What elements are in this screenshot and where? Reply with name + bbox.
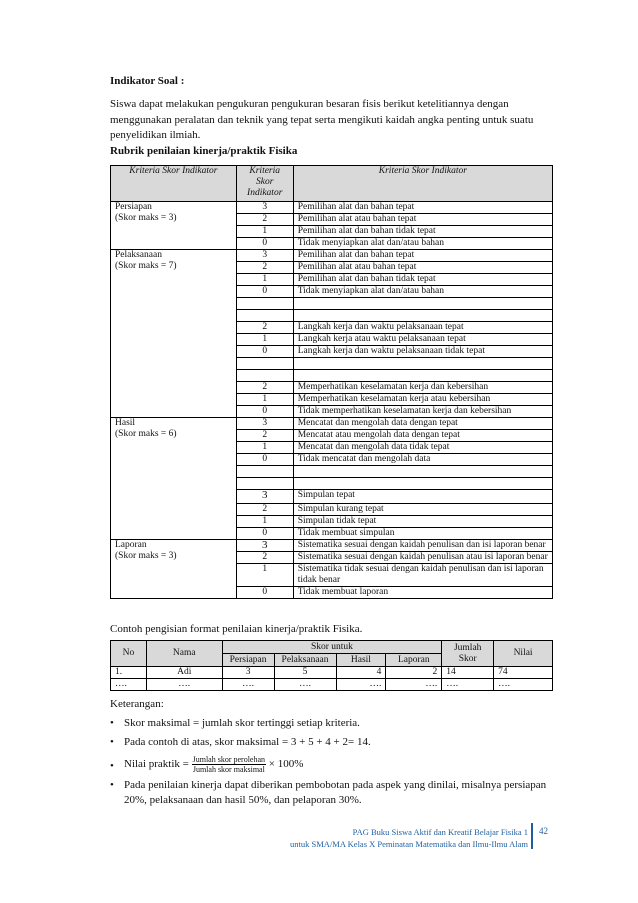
score-cell: 2 xyxy=(236,322,293,334)
cell-pelaksanaan: …. xyxy=(274,679,336,691)
keterangan-heading: Keterangan: xyxy=(110,698,164,710)
rubric-header-indicator: Kriteria Skor Indikator xyxy=(293,166,552,202)
score-cell: 0 xyxy=(236,406,293,418)
bullet-icon: • xyxy=(110,736,114,748)
list-item xyxy=(110,716,550,732)
score-cell: 2 xyxy=(236,504,293,516)
indicator-cell: Tidak mencatat dan mengolah data xyxy=(293,454,552,466)
cell-no: …. xyxy=(111,679,147,691)
cell-nilai: …. xyxy=(494,679,553,691)
indicator-cell: Sistematika tidak sesuai dengan kaidah penulisan dan isi laporan tidak benar xyxy=(293,564,552,587)
indicator-cell: Mencatat dan mengolah data tidak tepat xyxy=(293,442,552,454)
list-item xyxy=(110,755,550,774)
group-max: (Skor maks = 6) xyxy=(115,429,177,439)
score-cell xyxy=(236,370,293,382)
formula-numerator: Jumlah skor perolehan xyxy=(192,754,266,764)
cell-nama: …. xyxy=(146,679,222,691)
indicator-cell: Langkah kerja dan waktu pelaksanaan tidak tepat xyxy=(293,346,552,358)
indicator-cell: Langkah kerja atau waktu pelaksanaan tepat xyxy=(293,334,552,346)
example-header-row xyxy=(111,641,553,654)
score-cell: 1 xyxy=(236,394,293,406)
example-table xyxy=(110,640,553,691)
footer-line: PAG Buku Siswa Aktif dan Kreatif Belajar Fisika 1 xyxy=(352,827,528,837)
indicator-cell: Sistematika sesuai dengan kaidah penulisan dan isi laporan benar xyxy=(293,540,552,552)
header-jumlah-skor: Jumlah Skor xyxy=(442,641,494,667)
header-no: No xyxy=(111,641,147,667)
rubric-header-score-line: Indikator xyxy=(247,188,283,198)
list-item-text: Pada contoh di atas, skor maksimal = 3 + 5 + 4 + 2= 14. xyxy=(124,736,371,748)
group-pelaksanaan xyxy=(111,250,237,418)
score-cell: 3 xyxy=(236,418,293,430)
score-cell: 3 xyxy=(236,490,293,504)
group-name: Pelaksanaan xyxy=(115,250,162,260)
keterangan-section xyxy=(110,697,550,809)
header-laporan: Laporan xyxy=(386,654,442,667)
indicator-cell: Tidak menyiapkan alat dan/atau bahan xyxy=(293,238,552,250)
indicator-cell: Tidak menyiapkan alat dan/atau bahan xyxy=(293,286,552,298)
cell-hasil: 4 xyxy=(336,667,386,679)
score-cell: 0 xyxy=(236,238,293,250)
cell-pelaksanaan: 5 xyxy=(274,667,336,679)
cell-laporan: …. xyxy=(386,679,442,691)
score-cell: 2 xyxy=(236,552,293,564)
cell-persiapan: …. xyxy=(222,679,274,691)
indicator-cell: Mencatat atau mengolah data dengan tepat xyxy=(293,430,552,442)
indikator-text: Siswa dapat melakukan pengukuran pengukuran besaran fisis berikut ketelitiannya dengan menggunakan peralatan dan teknik yang tepat serta mengikuti kaidah angka penting untuk suatu penyelidikan ilmiah. xyxy=(110,98,534,141)
header-pelaksanaan: Pelaksanaan xyxy=(274,654,336,667)
score-cell: 2 xyxy=(236,382,293,394)
indicator-cell xyxy=(293,478,552,490)
cell-no: 1. xyxy=(111,667,147,679)
formula-denominator: Jumlah skor maksimal xyxy=(192,764,265,774)
group-name: Laporan xyxy=(115,540,147,550)
cell-jumlah: 14 xyxy=(442,667,494,679)
bullet-icon: • xyxy=(110,759,114,772)
header-hasil: Hasil xyxy=(336,654,386,667)
rubrik-heading: Rubrik penilaian kinerja/praktik Fisika xyxy=(110,145,298,157)
score-cell xyxy=(236,358,293,370)
table-row xyxy=(111,250,553,262)
table-row xyxy=(111,418,553,430)
header-skor-untuk: Skor untuk xyxy=(222,641,442,654)
formula-prefix: Nilai praktik = xyxy=(124,757,189,770)
indicator-cell: Pemilihan alat dan bahan tepat xyxy=(293,250,552,262)
indicator-cell: Tidak memperhatikan keselamatan kerja dan kebersihan xyxy=(293,406,552,418)
score-cell: 3 xyxy=(236,202,293,214)
indicator-cell: Simpulan kurang tepat xyxy=(293,504,552,516)
indicator-cell xyxy=(293,466,552,478)
footer-line: untuk SMA/MA Kelas X Peminatan Matematika dan Ilmu-Ilmu Alam xyxy=(290,839,528,849)
score-cell: 2 xyxy=(236,262,293,274)
contoh-heading: Contoh pengisian format penilaian kinerja/praktik Fisika. xyxy=(110,623,363,635)
score-cell: 1 xyxy=(236,226,293,238)
indicator-cell: Sistematika sesuai dengan kaidah penulisan atau isi laporan benar xyxy=(293,552,552,564)
indicator-cell: Tidak membuat simpulan xyxy=(293,528,552,540)
indicator-cell: Pemilihan alat dan bahan tidak tepat xyxy=(293,226,552,238)
score-cell: 3 xyxy=(236,250,293,262)
score-cell xyxy=(236,466,293,478)
table-row xyxy=(111,202,553,214)
indicator-cell: Pemilihan alat dan bahan tidak tepat xyxy=(293,274,552,286)
score-cell: 1 xyxy=(236,442,293,454)
group-max: (Skor maks = 3) xyxy=(115,551,177,561)
score-cell: 0 xyxy=(236,528,293,540)
cell-jumlah: …. xyxy=(442,679,494,691)
list-item xyxy=(110,778,550,809)
list-item xyxy=(110,735,550,751)
rubric-header-score-line: Kriteria xyxy=(249,166,281,176)
indicator-cell: Memperhatikan keselamatan kerja atau kebersihan xyxy=(293,394,552,406)
score-cell: 2 xyxy=(236,214,293,226)
rubric-header-row xyxy=(111,166,553,202)
indicator-cell: Langkah kerja dan waktu pelaksanaan tepat xyxy=(293,322,552,334)
table-row xyxy=(111,667,553,679)
indicator-cell: Simpulan tidak tepat xyxy=(293,516,552,528)
list-item-text: Pada penilaian kinerja dapat diberikan pembobotan pada aspek yang dinilai, misalnya persiapan 20%, pelaksanaan dan hasil 50%, dan pelaporan 30%. xyxy=(124,778,547,806)
indicator-cell: Tidak membuat laporan xyxy=(293,587,552,599)
cell-hasil: …. xyxy=(336,679,386,691)
rubric-header-score-line: Skor xyxy=(256,177,274,187)
score-cell: 0 xyxy=(236,346,293,358)
indicator-cell: Pemilihan alat atau bahan tepat xyxy=(293,214,552,226)
score-cell: 1 xyxy=(236,334,293,346)
indicator-cell: Pemilihan alat atau bahan tepat xyxy=(293,262,552,274)
footer-divider xyxy=(531,823,533,849)
score-cell: 3 xyxy=(236,540,293,552)
list-item-text: Skor maksimal = jumlah skor tertinggi setiap kriteria. xyxy=(124,716,360,729)
indikator-heading: Indikator Soal : xyxy=(110,75,185,87)
formula-fraction xyxy=(192,755,266,774)
indicator-cell xyxy=(293,370,552,382)
footer-text xyxy=(240,826,528,850)
indicator-cell xyxy=(293,358,552,370)
score-cell xyxy=(236,478,293,490)
keterangan-list xyxy=(110,716,550,809)
group-max: (Skor maks = 7) xyxy=(115,261,177,271)
group-name: Persiapan xyxy=(115,202,152,212)
score-cell: 1 xyxy=(236,516,293,528)
indicator-cell xyxy=(293,310,552,322)
group-persiapan xyxy=(111,202,237,250)
group-hasil xyxy=(111,418,237,540)
header-nama: Nama xyxy=(146,641,222,667)
score-cell: 0 xyxy=(236,286,293,298)
score-cell: 1 xyxy=(236,564,293,587)
score-cell: 0 xyxy=(236,454,293,466)
score-cell: 0 xyxy=(236,587,293,599)
group-laporan xyxy=(111,540,237,599)
score-cell xyxy=(236,310,293,322)
indicator-cell xyxy=(293,298,552,310)
group-name: Hasil xyxy=(115,418,136,428)
score-cell xyxy=(236,298,293,310)
group-max: (Skor maks = 3) xyxy=(115,213,177,223)
bullet-icon: • xyxy=(110,778,114,791)
indicator-cell: Pemilihan alat dan bahan tepat xyxy=(293,202,552,214)
cell-nama: Adi xyxy=(146,667,222,679)
score-cell: 1 xyxy=(236,274,293,286)
cell-nilai: 74 xyxy=(494,667,553,679)
cell-persiapan: 3 xyxy=(222,667,274,679)
cell-laporan: 2 xyxy=(386,667,442,679)
rubric-header-criteria: Kriteria Skor Indikator xyxy=(111,166,237,202)
indicator-cell: Simpulan tepat xyxy=(293,490,552,504)
indicator-cell: Memperhatikan keselamatan kerja dan kebersihan xyxy=(293,382,552,394)
score-cell: 2 xyxy=(236,430,293,442)
rubric-header-score xyxy=(236,166,293,202)
indicator-cell: Mencatat dan mengolah data dengan tepat xyxy=(293,418,552,430)
table-row xyxy=(111,540,553,552)
formula-suffix: × 100% xyxy=(268,757,304,770)
bullet-icon: • xyxy=(110,716,114,729)
table-row xyxy=(111,679,553,691)
page-number: 42 xyxy=(539,826,548,836)
rubric-table xyxy=(110,165,553,599)
header-persiapan: Persiapan xyxy=(222,654,274,667)
header-nilai: Nilai xyxy=(494,641,553,667)
